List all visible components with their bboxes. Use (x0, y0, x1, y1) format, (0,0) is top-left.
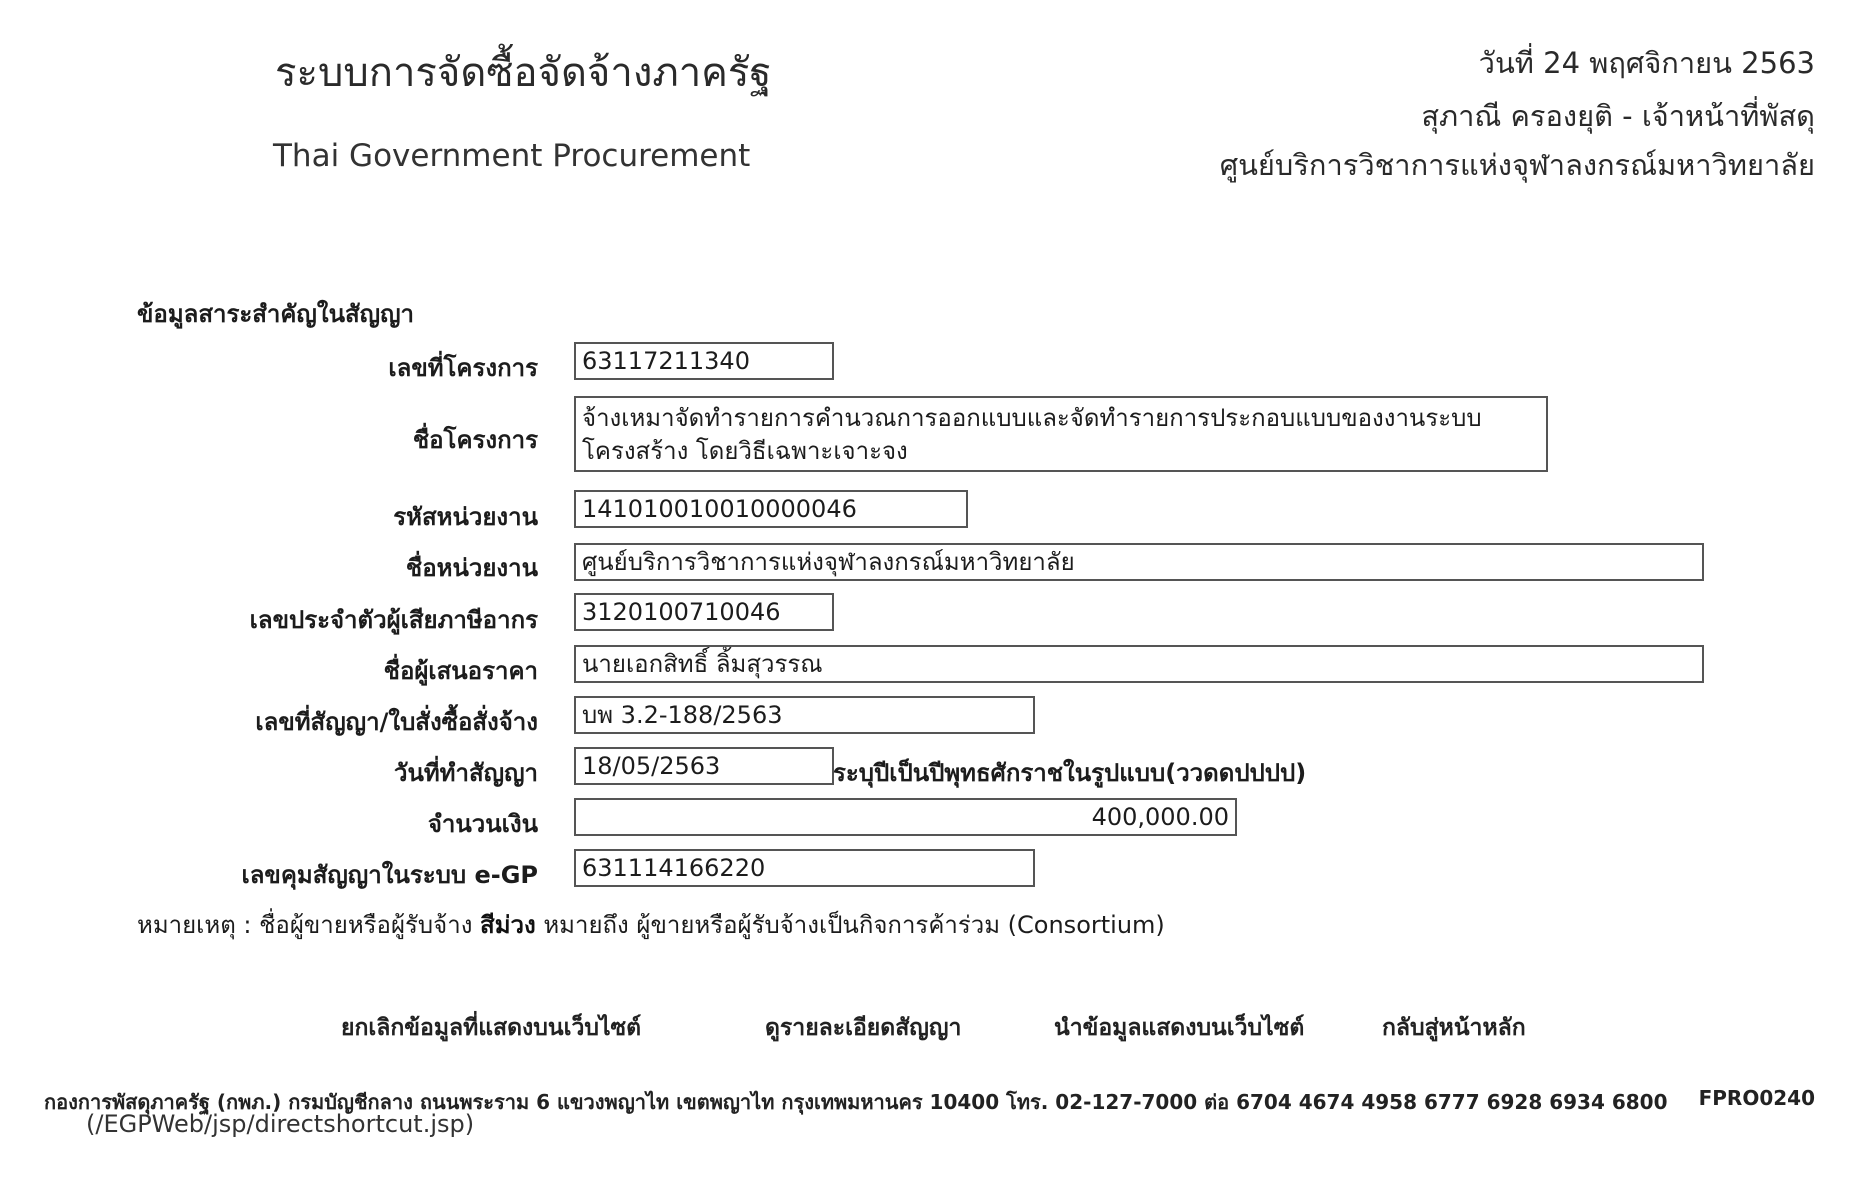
section-title: ข้อมูลสาระสำคัญในสัญญา (137, 300, 415, 328)
header-user: สุภาณี ครองยุติ - เจ้าหน้าที่พัสดุ (1421, 99, 1815, 133)
contract-date-hint: ระบุปีเป็นปีพุทธศักราชในรูปแบบ(ววดดปปปป) (833, 759, 1307, 787)
project-name-label: ชื่อโครงการ (412, 426, 538, 454)
contract-no-field[interactable]: บพ 3.2-188/2563 (574, 696, 1035, 734)
footer-page-code: FPRO0240 (1698, 1086, 1815, 1110)
unit-code-field[interactable]: 141010010010000046 (574, 490, 968, 528)
contract-date-field[interactable]: 18/05/2563 (574, 747, 834, 785)
footer-address: กองการพัสดุภาครัฐ (กพภ.) กรมบัญชีกลาง ถนนพระราม 6 แขวงพญาไท เขตพญาไท กรุงเทพมหานคร 10400 โทร. 02-127-7000 ต่อ 6704 4674 4958 6777 6928 6934 6800 (44, 1090, 1668, 1114)
publish-web-link[interactable]: นำข้อมูลแสดงบนเว็บไซต์ (1054, 1015, 1305, 1041)
egp-no-field[interactable]: 631114166220 (574, 849, 1035, 887)
note-highlight: สีม่วง (480, 911, 536, 939)
footer-path: (/EGPWeb/jsp/directshortcut.jsp) (86, 1110, 475, 1138)
tax-id-label: เลขประจำตัวผู้เสียภาษีอากร (249, 606, 538, 634)
contract-no-label: เลขที่สัญญา/ใบสั่งซื้อสั่งจ้าง (255, 708, 538, 736)
back-home-link[interactable]: กลับสู่หน้าหลัก (1382, 1015, 1526, 1041)
unit-name-field[interactable]: ศูนย์บริการวิชาการแห่งจุฬาลงกรณ์มหาวิทยาลัย (574, 543, 1704, 581)
bidder-field[interactable]: นายเอกสิทธิ์ ลิ้มสุวรรณ (574, 645, 1704, 683)
tax-id-field[interactable]: 3120100710046 (574, 593, 834, 631)
system-title-thai: ระบบการจัดซื้อจัดจ้างภาครัฐ (275, 50, 772, 96)
bidder-label: ชื่อผู้เสนอราคา (383, 657, 538, 685)
header-date: วันที่ 24 พฤศจิกายน 2563 (1478, 46, 1815, 80)
project-no-label: เลขที่โครงการ (388, 354, 538, 382)
unit-code-label: รหัสหน่วยงาน (393, 503, 538, 531)
note-suffix: หมายถึง ผู้ขายหรือผู้รับจ้างเป็นกิจการค้าร่วม (Consortium) (535, 911, 1165, 939)
project-no-field[interactable]: 63117211340 (574, 342, 834, 380)
cancel-web-link[interactable]: ยกเลิกข้อมูลที่แสดงบนเว็บไซต์ (341, 1015, 642, 1041)
header-organization: ศูนย์บริการวิชาการแห่งจุฬาลงกรณ์มหาวิทยาลัย (1219, 148, 1815, 182)
amount-field[interactable]: 400,000.00 (574, 798, 1237, 836)
view-contract-detail-link[interactable]: ดูรายละเอียดสัญญา (765, 1015, 962, 1041)
system-title-english: Thai Government Procurement (273, 138, 751, 174)
project-name-field[interactable]: จ้างเหมาจัดทำรายการคำนวณการออกแบบและจัดทำรายการประกอบแบบของงานระบบ โครงสร้าง โดยวิธีเฉพาะเจาะจง (574, 396, 1548, 472)
unit-name-label: ชื่อหน่วยงาน (405, 554, 538, 582)
egp-no-label: เลขคุมสัญญาในระบบ e-GP (241, 861, 538, 889)
note-prefix: หมายเหตุ : ชื่อผู้ขายหรือผู้รับจ้าง (137, 911, 481, 939)
consortium-note (137, 905, 1165, 944)
contract-date-label: วันที่ทำสัญญา (393, 759, 538, 787)
amount-label: จำนวนเงิน (427, 810, 538, 838)
